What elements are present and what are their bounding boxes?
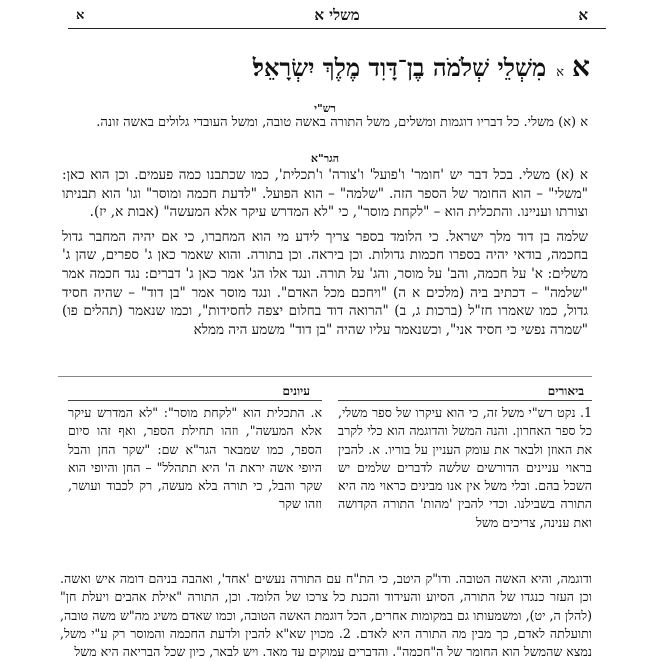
verse-text: מִשְׁלֵי שְׁלֹמֹה בֶן־דָּוִד מֶלֶךְ יִשְׂרָאֵל׃ [252, 53, 547, 82]
rashi-commentary: א (א) משלי. כל דבריו דוגמות ומשלים, משל התורה באשה טובה, ומשל העובדי גלולים באשה זונה. [96, 115, 588, 130]
gra-commentary [62, 166, 588, 345]
header-chapter: א [578, 6, 588, 24]
gra-paragraph: א (א) משלי. בכל דבר יש 'חומר' ו'פועל' ו'צורה' ו'תכלית', כמו שכתבנו כמה פעמים. וכן הוא כאן: "משלי" – הוא החומר של הספר הזה. "שלמה" – הוא הפועל. "לדעת חכמה ומוסר" וגו' הוא תבניתו וצורתו ועניינו. והתכלית הוא – "לקחת מוסר", כי "לא המדרש עיקר אלא המעשה" (אבות א, יז). [62, 167, 588, 221]
iyunim-heading: עיונים [278, 384, 314, 399]
biurim-heading: ביאורים [544, 384, 588, 399]
verse-number: א [556, 65, 565, 80]
gra-heading: הגר"א [310, 152, 340, 165]
biurim-column: 1. נקט רש"י משל זה, כי הוא עיקרו של ספר משלי, כל ספר האחרון. והנה המשל והדוגמה הוא כלי לקרב את האוזן ולבאר את עומק העניין על בוריו. א. להבין בראוי עניינים הדורשים שלשה לדברים שלמים יש השכל בהם. ובלי משל אין אנו מבינים כראוי מה היא התורה בשבילנו. וכדי להבין 'מהות' התורה הקדושה ואת ענינה, צריכים משל [338, 405, 592, 530]
verse-chapter-letter: א [572, 50, 590, 83]
header-verse-ref: א [76, 8, 85, 23]
rashi-heading: רש"י [314, 102, 336, 115]
full-width-notes: ודוגמה, והיא האשה הטובה. ודו"ק היטב, כי הת"ח עם התורה נעשים 'אחד', ואהבה בניהם דומה איש ואשה. וכן העזר כנגדו של התורה, הסיוע והעידוד והכנת כל צרכו של הלומד. וכן, התורה "אילת אהבים ויעלת חן" (להלן ה, יט), ומשמעותו גם במקומות אחרים, הכל דוגמת האשה הטובה, וכמו שאדם משיג מה"ש משה טובה, ותועלתה לאדם, כך מבין מה התורה היא לאדם. 2. מכוין שא"א להבין ולדעת החכמה והמוסר רק ע"י משל, נמצא שהמשל הוא החומר של ה"חכמה". והדברים עמוקים עד מאד. ויש לבאר, כיון שכל הבריאה היא משל [60, 571, 592, 660]
verse-line [60, 50, 590, 84]
section-divider [58, 376, 592, 377]
biurim-heading-bar [338, 386, 592, 401]
gra-paragraph: שלמה בן דוד מלך ישראל. כי הלומד בספר צריך לידע מי הוא המחברו, כי אם יהיה המחבר גדול בחכמה, בודאי יהיה בספרו חכמות גדולות. וכן ביראה. וכן בתורה. והוא שאמר כאן ג' ספרים, שהן ג' משלים: א' על חכמה, והב' על מוסר, והג' על תורה. ונגד אלו הג' אמר כאן ג' דברים: נגד חכמה אמר "שלמה" – דכתיב ביה (מלכים א ה) "ויחכם מכל האדם". ונגד מוסר אמר "בן דוד" – שהיה חסיד גדול, כמו שאמרו חז"ל (ברכות ג, ב) "הרואה דוד בחלום יצפה לחסידות", וכמו שנאמר (תהלים פו) "שמרה נפשי כי חסיד אני", וכשנאמר עליו שהיה "בן דוד" משמע היה ממלא [62, 228, 588, 338]
header-book-title: משלי א [314, 6, 360, 24]
iyunim-column: א. התכלית הוא "לקחת מוסר": "לא המדרש עיקר אלא המעשה", וזהו תחילת הספר, ואף זהו סיום הספר, כמו שמבאר הגר"א שם: "שקר החן והבל היופי אשה יראת ה' היא תתהלל" – החן והיופי הוא שקר והבל, כי תורה בלא מעשה, רק לכבוד ועושר, וזהו שקר [68, 405, 322, 512]
running-header [68, 4, 606, 29]
iyunim-heading-bar [68, 386, 322, 401]
